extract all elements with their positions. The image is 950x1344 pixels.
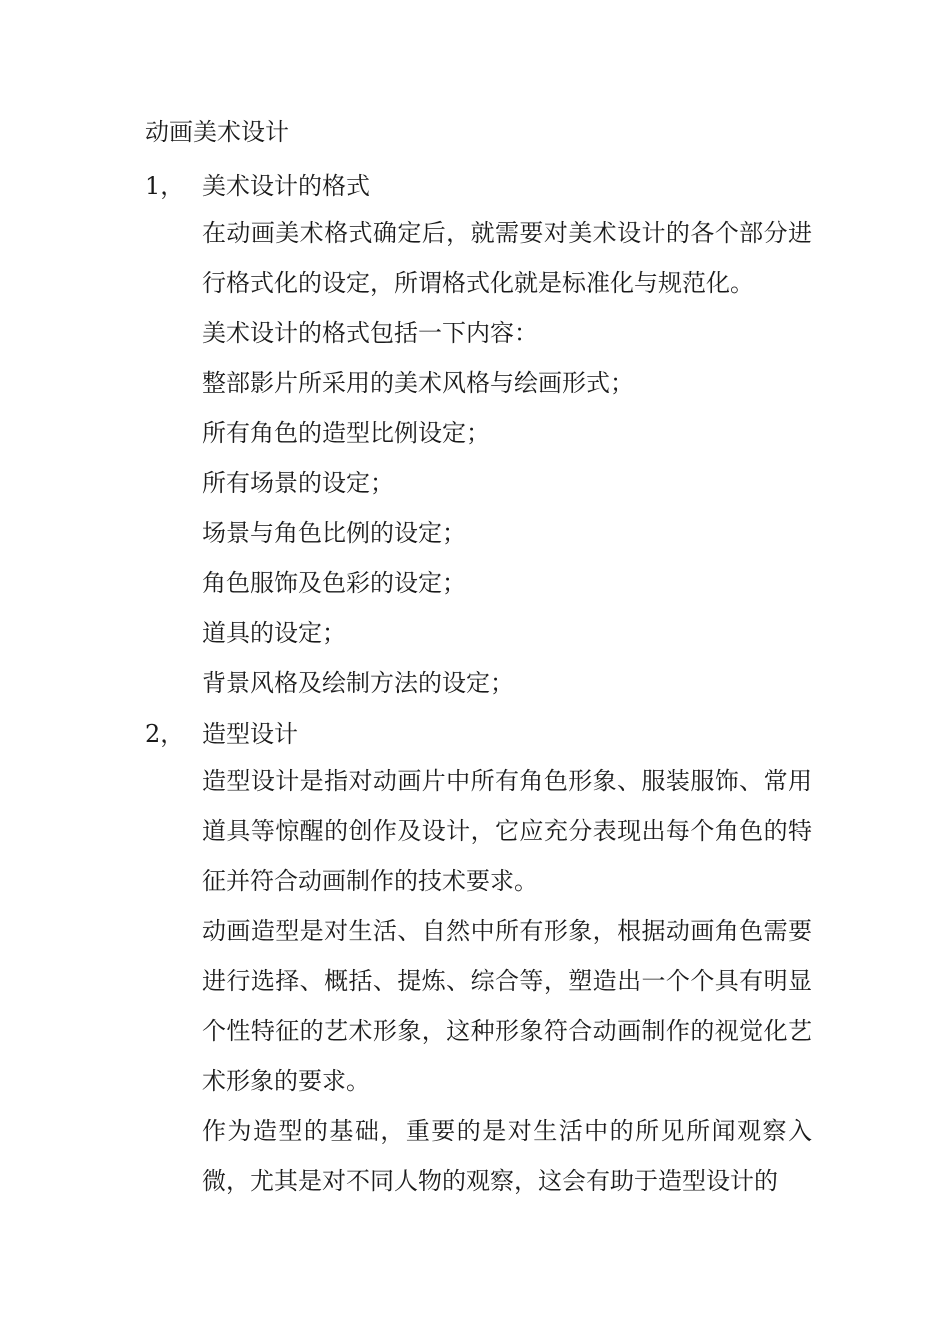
list-item: 所有场景的设定； <box>202 469 394 497</box>
section-number: 2， <box>145 719 185 748</box>
section-number: 1， <box>145 171 185 200</box>
section-format <box>145 158 845 708</box>
section-body <box>202 208 812 708</box>
paragraph: 在动画美术格式确定后，就需要对美术设计的各个部分进行格式化的设定，所谓格式化就是标准化与规范化。 <box>202 219 812 297</box>
list-intro: 美术设计的格式包括一下内容： <box>202 319 538 347</box>
section-heading <box>145 158 845 208</box>
section-character-design <box>145 706 845 1206</box>
list-item: 角色服饰及色彩的设定； <box>202 569 466 597</box>
paragraph: 动画造型是对生活、自然中所有形象，根据动画角色需要进行选择、概括、提炼、综合等，塑造出一个个具有明显个性特征的艺术形象，这种形象符合动画制作的视觉化艺术形象的要求。 <box>202 917 812 1095</box>
section-title: 美术设计的格式 <box>202 171 370 200</box>
list-item: 道具的设定； <box>202 619 346 647</box>
list-item: 所有角色的造型比例设定； <box>202 419 490 447</box>
list-item: 背景风格及绘制方法的设定； <box>202 669 514 697</box>
document-title: 动画美术设计 <box>145 118 289 146</box>
section-title: 造型设计 <box>202 719 298 748</box>
list-item: 场景与角色比例的设定； <box>202 519 466 547</box>
section-heading <box>145 706 845 756</box>
paragraph: 造型设计是指对动画片中所有角色形象、服装服饰、常用道具等惊醒的创作及设计，它应充分表现出每个角色的特征并符合动画制作的技术要求。 <box>202 767 812 895</box>
list-item: 整部影片所采用的美术风格与绘画形式； <box>202 369 634 397</box>
section-body <box>202 756 812 1206</box>
paragraph: 作为造型的基础，重要的是对生活中的所见所闻观察入微，尤其是对不同人物的观察，这会有助于造型设计的 <box>202 1117 812 1195</box>
